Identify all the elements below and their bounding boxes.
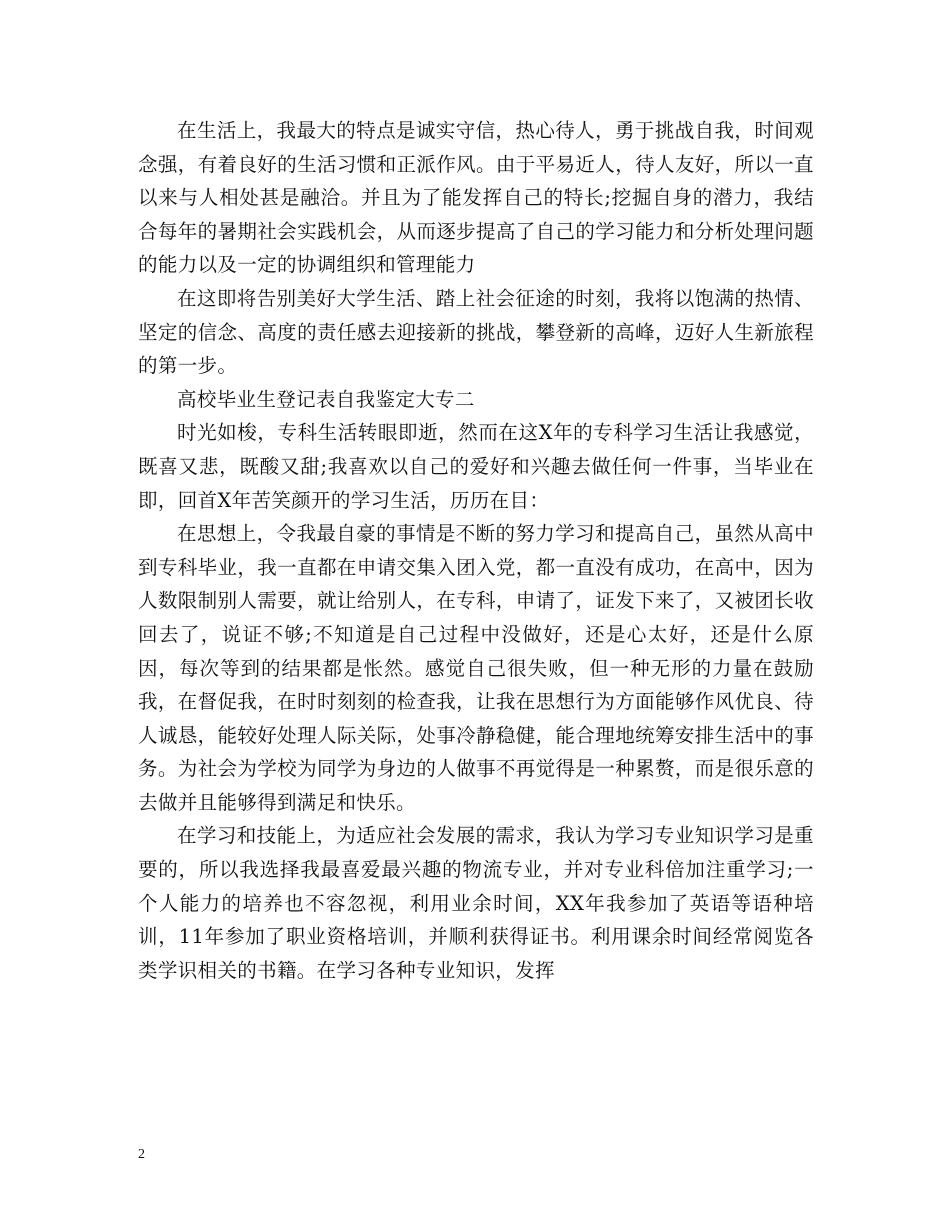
paragraph-life: 在生活上，我最大的特点是诚实守信，热心待人，勇于挑战自我，时间观念强，有着良好的生活习惯和正派作风。由于平易近人，待人友好，所以一直以来与人相处甚是融洽。并且为了能发挥自己的特长;挖掘自身的潜力，我结合每年的暑期社会实践机会，从而逐步提高了自己的学习能力和分析处理问题的能力以及一定的协调组织和管理能力 [138, 119, 814, 277]
paragraph-thought: 在思想上，令我最自豪的事情是不断的努力学习和提高自己，虽然从高中到专科毕业，我一直都在申请交集入团入党，都一直没有成功，在高中，因为人数限制别人需要，就让给别人，在专科，申请了，证发下来了，又被团长收回去了，说证不够;不知道是自己过程中没做好，还是心太好，还是什么原因，每次等到的结果都是怅然。感觉自己很失败，但一种无形的力量在鼓励我，在督促我，在时时刻刻的检查我，让我在思想行为方面能够作风优良、待人诚恳，能较好处理人际关际，处事冷静稳健，能合理地统筹安排生活中的事务。为社会为学校为同学为身边的人做事不再觉得是一种累赘，而是很乐意的去做并且能够得到满足和快乐。 [138, 522, 814, 814]
section-heading: 高校毕业生登记表自我鉴定大专二 [177, 387, 475, 411]
paragraph-farewell: 在这即将告别美好大学生活、踏上社会征途的时刻，我将以饱满的热情、坚定的信念、高度的责任感去迎接新的挑战，攀登新的高峰，迈好人生新旅程的第一步。 [138, 286, 814, 378]
paragraph-study: 在学习和技能上，为适应社会发展的需求，我认为学习专业知识学习是重要的，所以我选择我最喜爱最兴趣的物流专业，并对专业科倍加注重学习;一个人能力的培养也不容忽视，利用业余时间，XX年我参加了英语等语种培训，11年参加了职业资格培训，并顺利获得证书。利用课余时间经常阅览各类学识相关的书籍。在学习各种专业知识，发挥 [138, 824, 814, 982]
document-body [138, 114, 814, 987]
paragraph-intro: 时光如梭，专科生活转眼即逝，然而在这X年的专科学习生活让我感觉，既喜又悲，既酸又甜;我喜欢以自己的爱好和兴趣去做任何一件事，当毕业在即，回首X年苦笑颜开的学习生活，历历在目： [138, 421, 814, 512]
page-number: 2 [138, 1147, 145, 1162]
